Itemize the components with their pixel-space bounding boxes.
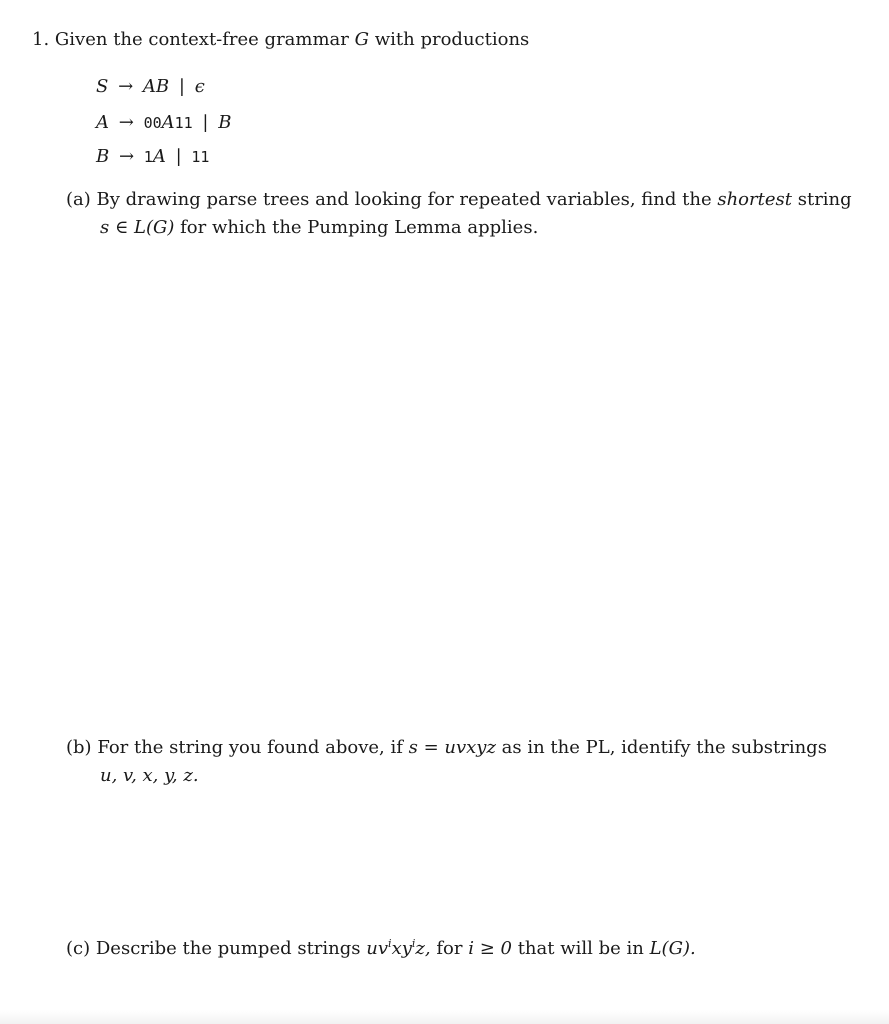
production-a: A → 00A11 | B xyxy=(96,112,232,133)
production-s: S → AB | ϵ xyxy=(96,76,205,97)
part-a-line-1: (a) By drawing parse trees and looking for repeated variables, find the shortest string xyxy=(66,189,852,210)
question-number: 1. xyxy=(32,29,50,50)
page-bottom-edge xyxy=(0,1010,889,1024)
part-b-label: (b) xyxy=(66,737,92,758)
question-intro: Given the context-free grammar xyxy=(54,29,349,50)
question-intro-tail: with productions xyxy=(374,29,530,50)
part-a-label: (a) xyxy=(66,189,91,210)
emphasis-shortest: shortest xyxy=(717,189,792,210)
part-a-line-2: s ∈ L(G) for which the Pumping Lemma applies. xyxy=(100,217,539,238)
part-b-line-1: (b) For the string you found above, if s = uvxyz as in the PL, identify the substrings xyxy=(66,737,827,758)
part-c-label: (c) xyxy=(66,938,91,959)
part-c-line-1: (c) Describe the pumped strings $uv^ixy^iz$, for i ≥ 0 that will be in L(G). xyxy=(66,937,696,959)
question-heading xyxy=(32,29,529,51)
grammar-symbol: G xyxy=(354,29,370,50)
part-b-line-2: u, v, x, y, z. xyxy=(100,765,199,786)
production-b: B → 1A | 11 xyxy=(96,146,210,167)
